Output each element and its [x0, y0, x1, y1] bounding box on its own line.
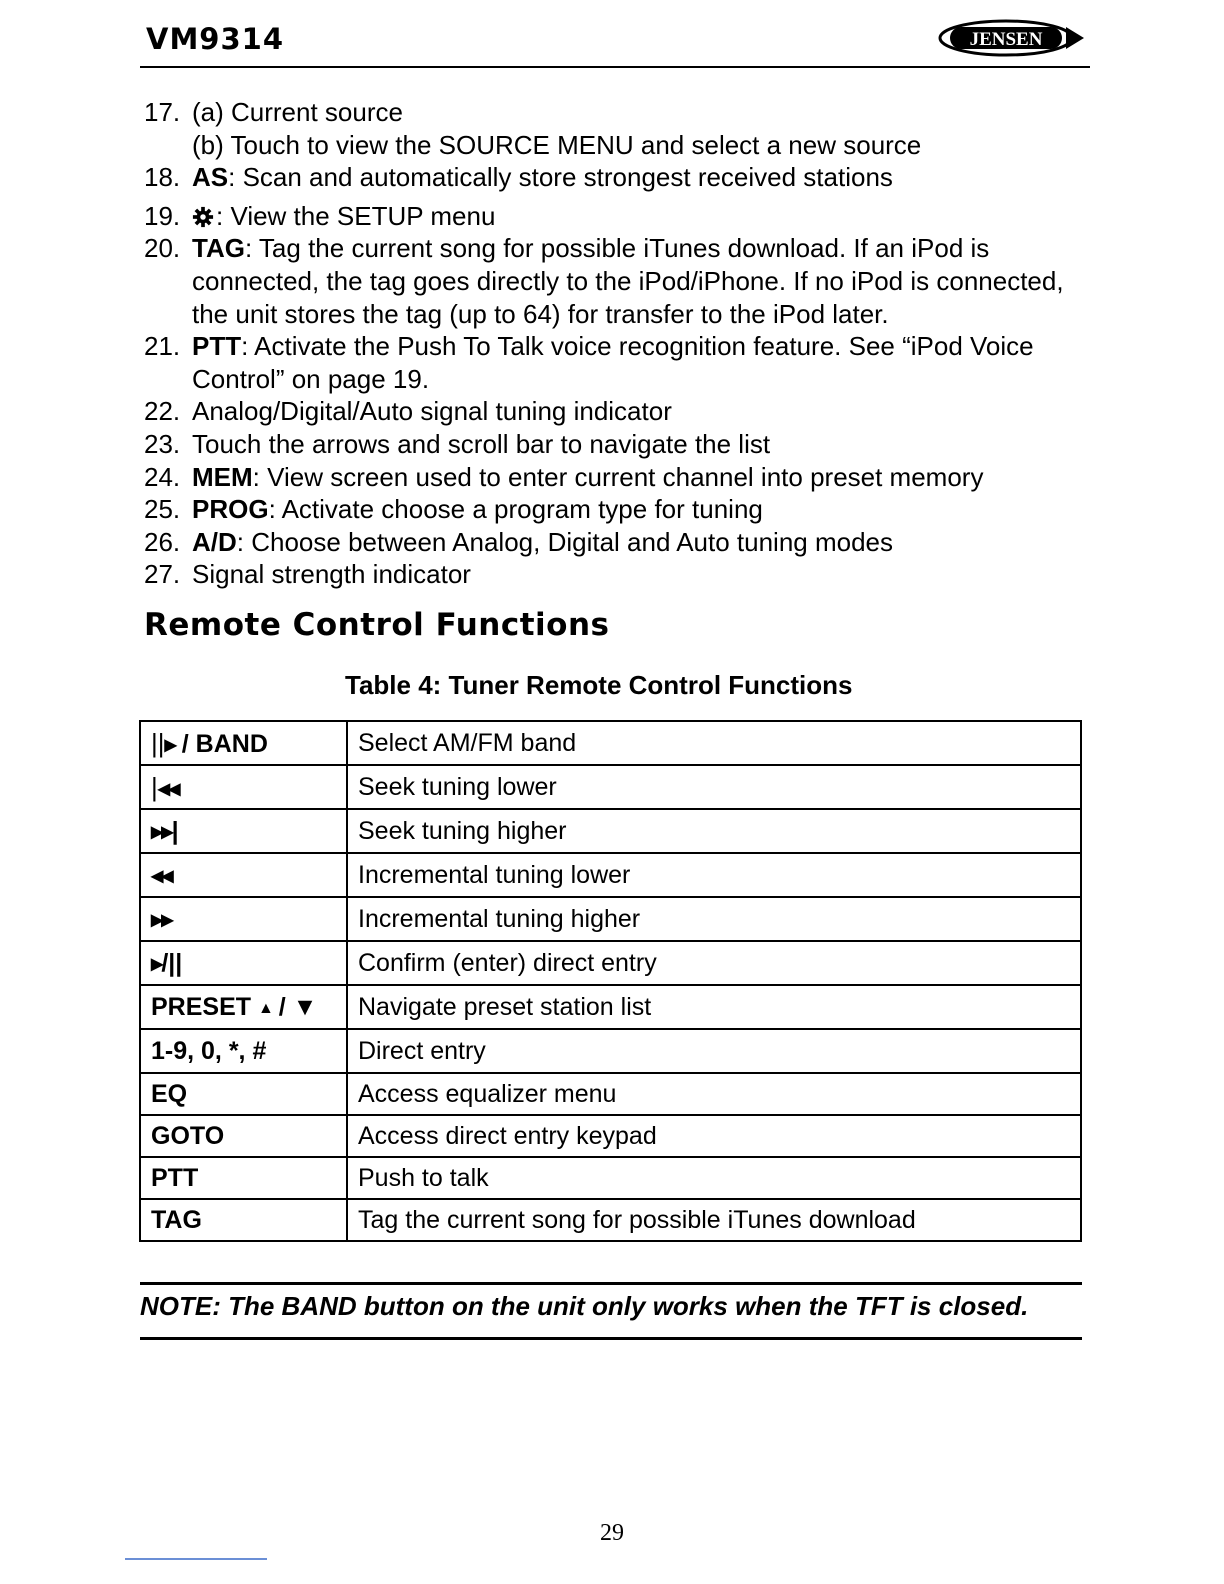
item-number: 18. — [144, 162, 181, 193]
item-text: : View the SETUP menu — [216, 200, 496, 231]
remote-button-cell — [140, 1199, 347, 1241]
item-text: (a) Current source — [192, 97, 403, 127]
remote-button-cell — [140, 853, 347, 897]
function-description: Direct entry — [347, 1029, 1081, 1073]
item-keyword: TAG — [192, 233, 245, 264]
function-description: Confirm (enter) direct entry — [347, 941, 1081, 985]
button-prefix: | — [151, 771, 158, 802]
gear-icon — [192, 206, 214, 228]
remote-button-cell — [140, 1157, 347, 1199]
function-description: Tag the current song for possible iTunes download — [347, 1199, 1081, 1241]
list-item — [144, 428, 1094, 461]
table-caption: Table 4: Tuner Remote Control Functions — [345, 670, 853, 700]
note-text: NOTE: The BAND button on the unit only works when the TFT is closed. — [140, 1291, 1029, 1321]
item-text: Touch the arrows and scroll bar to navigate the list — [192, 428, 771, 459]
function-description: Select AM/FM band — [347, 721, 1081, 765]
table-row — [140, 1073, 1081, 1115]
table-row — [140, 809, 1081, 853]
button-symbol-icon: ◀◀ — [151, 867, 172, 885]
item-text: : View screen used to enter current channel into preset memory — [252, 461, 984, 492]
table-row — [140, 985, 1081, 1029]
remote-button-cell — [140, 809, 347, 853]
page-number: 29 — [600, 1520, 624, 1546]
remote-button-cell — [140, 1029, 347, 1073]
function-description: Access equalizer menu — [347, 1073, 1081, 1115]
button-label: 1-9, 0, *, # — [151, 1036, 267, 1065]
table-row — [140, 1029, 1081, 1073]
button-symbol-icon: ▶▶ — [151, 911, 172, 929]
item-number: 27. — [144, 559, 181, 590]
button-symbol-icon: ▶ — [151, 955, 162, 973]
list-item — [144, 200, 1094, 233]
list-item — [144, 161, 1094, 194]
function-description: Seek tuning lower — [347, 765, 1081, 809]
button-symbol-icon: ▶▶ — [151, 823, 172, 841]
table-row — [140, 1157, 1081, 1199]
remote-button-cell — [140, 765, 347, 809]
function-description: Incremental tuning higher — [347, 897, 1081, 941]
button-symbol-icon: ▲ — [257, 999, 272, 1017]
note-divider-bottom — [140, 1337, 1082, 1340]
button-label: TAG — [151, 1205, 202, 1234]
table-row — [140, 1199, 1081, 1241]
item-number: 23. — [144, 428, 181, 459]
table-row — [140, 853, 1081, 897]
list-item — [144, 461, 1094, 494]
logo-text: JENSEN — [969, 29, 1043, 50]
function-description: Seek tuning higher — [347, 809, 1081, 853]
function-description: Incremental tuning lower — [347, 853, 1081, 897]
item-text: : Tag the current song for possible iTunes download. If an iPod is connected, the tag goes directly to the iPod/iPhone. If no iPod is connected, the unit stores the tag (up to 64) for transfer to the iPod later. — [192, 233, 1064, 329]
header-divider — [140, 66, 1090, 68]
remote-button-cell — [140, 897, 347, 941]
item-number: 25. — [144, 494, 181, 525]
remote-button-cell — [140, 941, 347, 985]
item-number: 24. — [144, 461, 181, 492]
button-label: /|| — [161, 948, 183, 977]
item-text: : Activate choose a program type for tuning — [268, 494, 763, 525]
legend-list — [144, 96, 1094, 591]
item-number: 20. — [144, 233, 181, 264]
item-number: 26. — [144, 526, 181, 557]
table-row — [140, 1115, 1081, 1157]
note-divider-top — [140, 1282, 1082, 1285]
remote-button-cell — [140, 721, 347, 765]
function-description: Access direct entry keypad — [347, 1115, 1081, 1157]
item-text: Signal strength indicator — [192, 559, 471, 590]
button-label: / BAND — [174, 729, 268, 758]
item-keyword: A/D — [192, 526, 237, 557]
item-number: 17. — [144, 97, 181, 127]
list-item — [144, 395, 1094, 428]
item-text: : Scan and automatically store strongest received stations — [228, 162, 893, 193]
remote-button-cell — [140, 985, 347, 1029]
button-label: EQ — [151, 1079, 188, 1108]
button-symbol-icon: ▶ — [164, 736, 175, 754]
item-keyword: PTT — [192, 331, 242, 362]
table-row — [140, 765, 1081, 809]
item-text: Analog/Digital/Auto signal tuning indicator — [192, 396, 672, 427]
table-row — [140, 897, 1081, 941]
scan-edge-mark — [125, 1558, 267, 1560]
button-label: GOTO — [151, 1121, 225, 1150]
remote-button-cell — [140, 1073, 347, 1115]
button-label: PTT — [151, 1163, 199, 1192]
button-label: | — [171, 816, 179, 845]
remote-button-cell — [140, 1115, 347, 1157]
button-prefix: PRESET — [151, 992, 258, 1021]
item-keyword: MEM — [192, 461, 253, 492]
list-item — [144, 232, 1094, 330]
list-item — [144, 330, 1094, 395]
document-model-title: VM9314 — [146, 22, 285, 56]
button-symbol-icon: ◀◀ — [157, 780, 179, 798]
button-prefix: || — [151, 727, 165, 758]
list-item — [144, 558, 1094, 591]
section-heading: Remote Control Functions — [144, 607, 610, 643]
remote-functions-table — [139, 720, 1082, 1242]
item-number: 21. — [144, 331, 181, 362]
table-row — [140, 721, 1081, 765]
function-description: Push to talk — [347, 1157, 1081, 1199]
list-item — [144, 526, 1094, 559]
button-label: / ▼ — [271, 992, 318, 1021]
item-number: 22. — [144, 396, 181, 427]
item-text: (b) Touch to view the SOURCE MENU and select a new source — [192, 129, 922, 160]
list-item — [144, 493, 1094, 526]
item-keyword: AS — [192, 162, 229, 193]
function-description: Navigate preset station list — [347, 985, 1081, 1029]
item-number: 19. — [144, 200, 181, 231]
item-text: : Activate the Push To Talk voice recognition feature. See “iPod Voice Control” on page 19. — [192, 331, 1034, 394]
list-item — [144, 96, 1094, 161]
jensen-logo — [938, 18, 1088, 58]
table-row — [140, 941, 1081, 985]
item-text: : Choose between Analog, Digital and Auto tuning modes — [236, 526, 894, 557]
item-keyword: PROG — [192, 494, 269, 525]
